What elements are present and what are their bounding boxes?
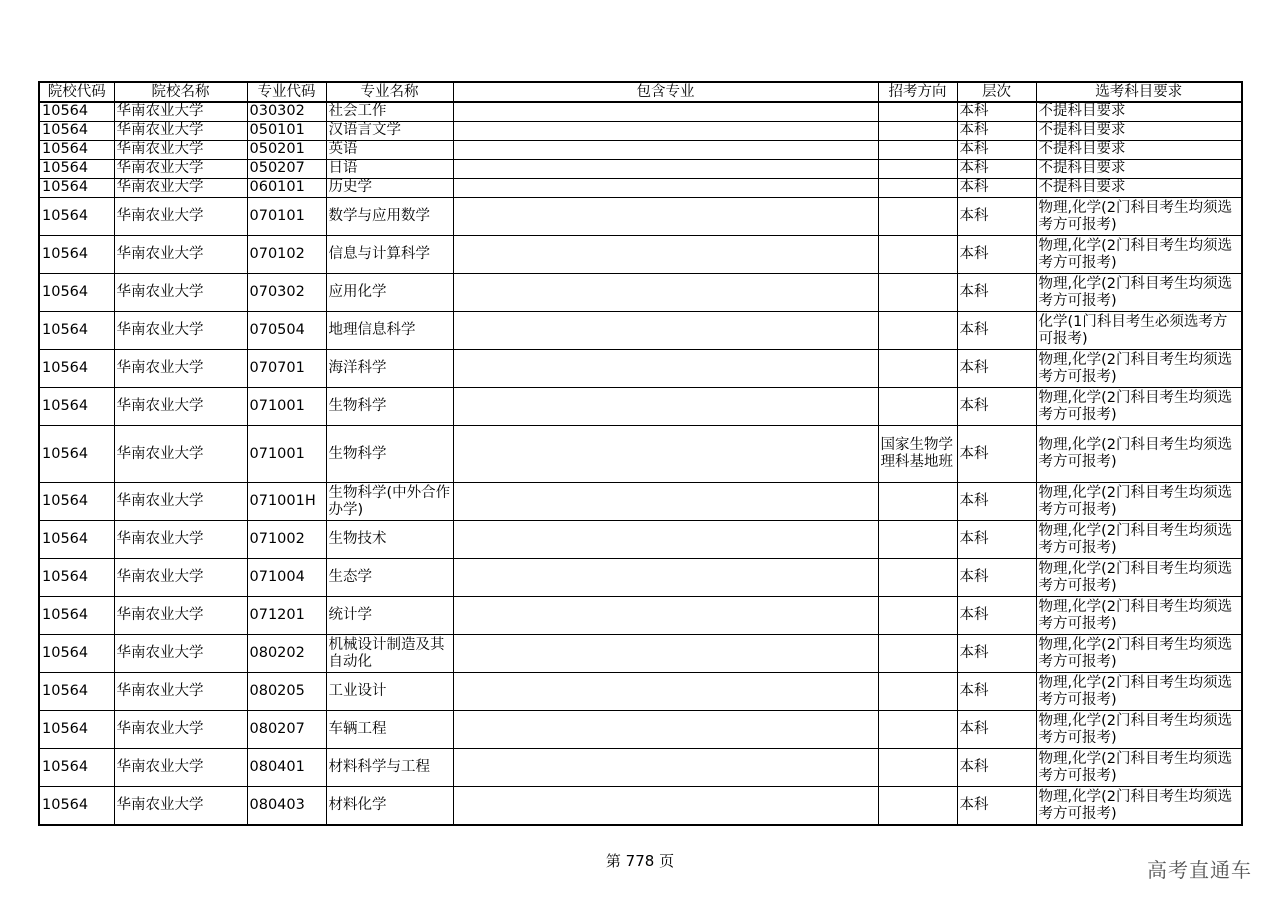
major-code-cell: 060101 <box>247 179 326 198</box>
direction-cell <box>878 711 957 749</box>
header-subject-requirement: 选考科目要求 <box>1036 82 1242 102</box>
included-majors-cell <box>453 198 878 236</box>
page-number: 第 778 页 <box>605 852 675 870</box>
level-cell: 本科 <box>957 597 1036 635</box>
major-name-cell: 英语 <box>326 141 453 160</box>
major-code-cell: 050207 <box>247 160 326 179</box>
school-code-cell: 10564 <box>39 787 114 826</box>
school-name-cell: 华南农业大学 <box>114 521 247 559</box>
subject-requirement-cell: 物理,化学(2门科目考生均须选考方可报考) <box>1036 635 1242 673</box>
subject-requirement-cell: 物理,化学(2门科目考生均须选考方可报考) <box>1036 787 1242 826</box>
level-cell: 本科 <box>957 179 1036 198</box>
included-majors-cell <box>453 749 878 787</box>
level-cell: 本科 <box>957 236 1036 274</box>
school-name-cell: 华南农业大学 <box>114 141 247 160</box>
school-name-cell: 华南农业大学 <box>114 559 247 597</box>
table-row <box>39 179 1242 198</box>
direction-cell <box>878 122 957 141</box>
school-name-cell: 华南农业大学 <box>114 312 247 350</box>
level-cell: 本科 <box>957 559 1036 597</box>
school-code-cell: 10564 <box>39 483 114 521</box>
major-name-cell: 统计学 <box>326 597 453 635</box>
included-majors-cell <box>453 521 878 559</box>
school-name-cell: 华南农业大学 <box>114 711 247 749</box>
major-name-cell: 车辆工程 <box>326 711 453 749</box>
school-code-cell: 10564 <box>39 141 114 160</box>
subject-requirement-cell: 物理,化学(2门科目考生均须选考方可报考) <box>1036 350 1242 388</box>
school-code-cell: 10564 <box>39 635 114 673</box>
major-code-cell: 030302 <box>247 102 326 122</box>
school-name-cell: 华南农业大学 <box>114 483 247 521</box>
school-name-cell: 华南农业大学 <box>114 749 247 787</box>
major-code-cell: 071001 <box>247 388 326 426</box>
direction-cell <box>878 388 957 426</box>
school-name-cell: 华南农业大学 <box>114 597 247 635</box>
subject-requirement-cell: 物理,化学(2门科目考生均须选考方可报考) <box>1036 426 1242 483</box>
major-name-cell: 信息与计算科学 <box>326 236 453 274</box>
school-code-cell: 10564 <box>39 160 114 179</box>
direction-cell: 国家生物学理科基地班 <box>878 426 957 483</box>
school-code-cell: 10564 <box>39 521 114 559</box>
major-code-cell: 071001 <box>247 426 326 483</box>
included-majors-cell <box>453 141 878 160</box>
direction-cell <box>878 521 957 559</box>
direction-cell <box>878 312 957 350</box>
major-code-cell: 080205 <box>247 673 326 711</box>
subject-requirement-cell: 物理,化学(2门科目考生均须选考方可报考) <box>1036 388 1242 426</box>
included-majors-cell <box>453 122 878 141</box>
major-name-cell: 地理信息科学 <box>326 312 453 350</box>
major-code-cell: 050201 <box>247 141 326 160</box>
school-code-cell: 10564 <box>39 274 114 312</box>
school-code-cell: 10564 <box>39 559 114 597</box>
major-code-cell: 071002 <box>247 521 326 559</box>
table-row <box>39 102 1242 122</box>
direction-cell <box>878 350 957 388</box>
table-row <box>39 426 1242 483</box>
major-name-cell: 生物科学(中外合作办学) <box>326 483 453 521</box>
table-row <box>39 122 1242 141</box>
level-cell: 本科 <box>957 274 1036 312</box>
direction-cell <box>878 102 957 122</box>
direction-cell <box>878 274 957 312</box>
included-majors-cell <box>453 635 878 673</box>
table-row <box>39 388 1242 426</box>
table-row <box>39 198 1242 236</box>
major-name-cell: 生物技术 <box>326 521 453 559</box>
major-name-cell: 社会工作 <box>326 102 453 122</box>
included-majors-cell <box>453 787 878 826</box>
table-row <box>39 236 1242 274</box>
included-majors-cell <box>453 483 878 521</box>
direction-cell <box>878 597 957 635</box>
major-code-cell: 080403 <box>247 787 326 826</box>
level-cell: 本科 <box>957 312 1036 350</box>
subject-requirement-cell: 物理,化学(2门科目考生均须选考方可报考) <box>1036 597 1242 635</box>
school-code-cell: 10564 <box>39 179 114 198</box>
school-code-cell: 10564 <box>39 711 114 749</box>
level-cell: 本科 <box>957 102 1036 122</box>
direction-cell <box>878 559 957 597</box>
major-code-cell: 050101 <box>247 122 326 141</box>
direction-cell <box>878 749 957 787</box>
level-cell: 本科 <box>957 483 1036 521</box>
school-name-cell: 华南农业大学 <box>114 350 247 388</box>
school-code-cell: 10564 <box>39 597 114 635</box>
table-row <box>39 749 1242 787</box>
major-code-cell: 080207 <box>247 711 326 749</box>
subject-requirement-cell: 化学(1门科目考生必须选考方可报考) <box>1036 312 1242 350</box>
header-major-code: 专业代码 <box>247 82 326 102</box>
school-name-cell: 华南农业大学 <box>114 160 247 179</box>
major-name-cell: 材料化学 <box>326 787 453 826</box>
included-majors-cell <box>453 179 878 198</box>
included-majors-cell <box>453 673 878 711</box>
level-cell: 本科 <box>957 673 1036 711</box>
school-code-cell: 10564 <box>39 312 114 350</box>
school-name-cell: 华南农业大学 <box>114 635 247 673</box>
included-majors-cell <box>453 711 878 749</box>
watermark: 高考直通车 <box>1147 858 1252 882</box>
table-row <box>39 559 1242 597</box>
school-name-cell: 华南农业大学 <box>114 198 247 236</box>
school-name-cell: 华南农业大学 <box>114 426 247 483</box>
major-code-cell: 071201 <box>247 597 326 635</box>
major-code-cell: 071004 <box>247 559 326 597</box>
table-row <box>39 521 1242 559</box>
included-majors-cell <box>453 160 878 179</box>
school-name-cell: 华南农业大学 <box>114 236 247 274</box>
table-row <box>39 597 1242 635</box>
subject-requirement-cell: 不提科目要求 <box>1036 122 1242 141</box>
subject-requirement-cell: 不提科目要求 <box>1036 160 1242 179</box>
header-row <box>39 82 1242 102</box>
level-cell: 本科 <box>957 388 1036 426</box>
major-name-cell: 日语 <box>326 160 453 179</box>
major-name-cell: 生物科学 <box>326 388 453 426</box>
major-name-cell: 生物科学 <box>326 426 453 483</box>
direction-cell <box>878 635 957 673</box>
included-majors-cell <box>453 350 878 388</box>
major-name-cell: 生态学 <box>326 559 453 597</box>
school-code-cell: 10564 <box>39 350 114 388</box>
subject-requirement-cell: 物理,化学(2门科目考生均须选考方可报考) <box>1036 521 1242 559</box>
header-school-code: 院校代码 <box>39 82 114 102</box>
school-name-cell: 华南农业大学 <box>114 102 247 122</box>
major-name-cell: 历史学 <box>326 179 453 198</box>
direction-cell <box>878 236 957 274</box>
major-code-cell: 070504 <box>247 312 326 350</box>
table-row <box>39 711 1242 749</box>
included-majors-cell <box>453 426 878 483</box>
direction-cell <box>878 483 957 521</box>
table-row <box>39 635 1242 673</box>
major-code-cell: 070102 <box>247 236 326 274</box>
school-code-cell: 10564 <box>39 198 114 236</box>
table-row <box>39 787 1242 826</box>
school-name-cell: 华南农业大学 <box>114 787 247 826</box>
admission-table <box>38 81 1243 826</box>
included-majors-cell <box>453 388 878 426</box>
header-included-majors: 包含专业 <box>453 82 878 102</box>
table-row <box>39 312 1242 350</box>
subject-requirement-cell: 物理,化学(2门科目考生均须选考方可报考) <box>1036 673 1242 711</box>
table-row <box>39 141 1242 160</box>
school-code-cell: 10564 <box>39 102 114 122</box>
subject-requirement-cell: 物理,化学(2门科目考生均须选考方可报考) <box>1036 559 1242 597</box>
school-code-cell: 10564 <box>39 236 114 274</box>
direction-cell <box>878 673 957 711</box>
header-school-name: 院校名称 <box>114 82 247 102</box>
school-name-cell: 华南农业大学 <box>114 388 247 426</box>
included-majors-cell <box>453 236 878 274</box>
school-code-cell: 10564 <box>39 749 114 787</box>
major-name-cell: 工业设计 <box>326 673 453 711</box>
included-majors-cell <box>453 102 878 122</box>
major-code-cell: 070302 <box>247 274 326 312</box>
major-name-cell: 汉语言文学 <box>326 122 453 141</box>
level-cell: 本科 <box>957 141 1036 160</box>
direction-cell <box>878 141 957 160</box>
subject-requirement-cell: 物理,化学(2门科目考生均须选考方可报考) <box>1036 198 1242 236</box>
subject-requirement-cell: 物理,化学(2门科目考生均须选考方可报考) <box>1036 711 1242 749</box>
direction-cell <box>878 160 957 179</box>
table-body <box>39 102 1242 825</box>
header-direction: 招考方向 <box>878 82 957 102</box>
direction-cell <box>878 787 957 826</box>
level-cell: 本科 <box>957 749 1036 787</box>
school-name-cell: 华南农业大学 <box>114 673 247 711</box>
school-code-cell: 10564 <box>39 673 114 711</box>
school-name-cell: 华南农业大学 <box>114 179 247 198</box>
major-code-cell: 070701 <box>247 350 326 388</box>
included-majors-cell <box>453 559 878 597</box>
direction-cell <box>878 198 957 236</box>
major-name-cell: 海洋科学 <box>326 350 453 388</box>
major-name-cell: 数学与应用数学 <box>326 198 453 236</box>
table-row <box>39 160 1242 179</box>
level-cell: 本科 <box>957 787 1036 826</box>
header-major-name: 专业名称 <box>326 82 453 102</box>
major-code-cell: 070101 <box>247 198 326 236</box>
table-row <box>39 274 1242 312</box>
level-cell: 本科 <box>957 635 1036 673</box>
level-cell: 本科 <box>957 711 1036 749</box>
subject-requirement-cell: 物理,化学(2门科目考生均须选考方可报考) <box>1036 749 1242 787</box>
header-level: 层次 <box>957 82 1036 102</box>
subject-requirement-cell: 物理,化学(2门科目考生均须选考方可报考) <box>1036 483 1242 521</box>
table-row <box>39 673 1242 711</box>
table-row <box>39 483 1242 521</box>
major-name-cell: 应用化学 <box>326 274 453 312</box>
major-name-cell: 机械设计制造及其自动化 <box>326 635 453 673</box>
included-majors-cell <box>453 312 878 350</box>
school-code-cell: 10564 <box>39 388 114 426</box>
school-name-cell: 华南农业大学 <box>114 122 247 141</box>
included-majors-cell <box>453 274 878 312</box>
level-cell: 本科 <box>957 198 1036 236</box>
major-code-cell: 080202 <box>247 635 326 673</box>
subject-requirement-cell: 不提科目要求 <box>1036 179 1242 198</box>
level-cell: 本科 <box>957 521 1036 559</box>
major-code-cell: 080401 <box>247 749 326 787</box>
major-name-cell: 材料科学与工程 <box>326 749 453 787</box>
major-code-cell: 071001H <box>247 483 326 521</box>
direction-cell <box>878 179 957 198</box>
level-cell: 本科 <box>957 350 1036 388</box>
subject-requirement-cell: 不提科目要求 <box>1036 102 1242 122</box>
subject-requirement-cell: 物理,化学(2门科目考生均须选考方可报考) <box>1036 236 1242 274</box>
table-row <box>39 350 1242 388</box>
school-name-cell: 华南农业大学 <box>114 274 247 312</box>
level-cell: 本科 <box>957 426 1036 483</box>
school-code-cell: 10564 <box>39 426 114 483</box>
school-code-cell: 10564 <box>39 122 114 141</box>
included-majors-cell <box>453 597 878 635</box>
subject-requirement-cell: 不提科目要求 <box>1036 141 1242 160</box>
level-cell: 本科 <box>957 122 1036 141</box>
subject-requirement-cell: 物理,化学(2门科目考生均须选考方可报考) <box>1036 274 1242 312</box>
level-cell: 本科 <box>957 160 1036 179</box>
